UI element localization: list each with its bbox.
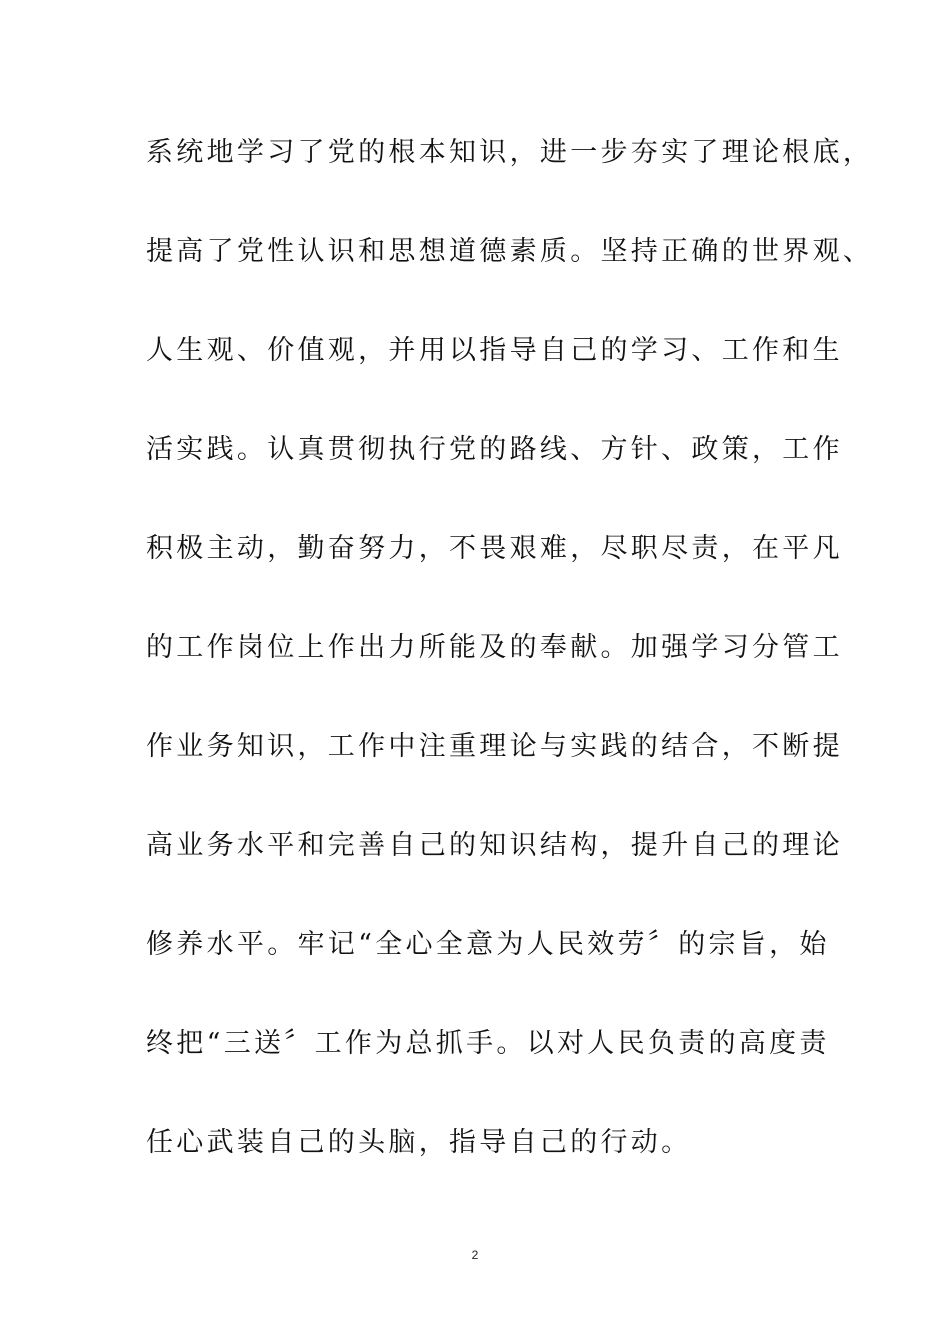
text-line: 提高了党性认识和思想道德素质。坚持正确的世界观、 xyxy=(146,236,874,267)
page-number: 2 xyxy=(471,1248,479,1262)
text-line: 作业务知识，工作中注重理论与实践的结合，不断提 xyxy=(146,731,843,762)
text-line: 高业务水平和完善自己的知识结构，提升自己的理论 xyxy=(146,830,843,861)
text-line: 人生观、价值观，并用以指导自己的学习、工作和生 xyxy=(146,335,843,366)
text-line: 的工作岗位上作出力所能及的奉献。加强学习分管工 xyxy=(146,632,843,663)
body-text xyxy=(146,128,874,1217)
text-line: 积极主动，勤奋努力，不畏艰难，尽职尽责，在平凡 xyxy=(146,533,843,564)
text-line: 活实践。认真贯彻执行党的路线、方针、政策，工作 xyxy=(146,434,843,465)
text-line: 修养水平。牢记“全心全意为人民效劳〞的宗旨，始 xyxy=(146,929,830,960)
text-line: 终把“三送〞工作为总抓手。以对人民负责的高度责 xyxy=(146,1028,830,1059)
text-line: 任心武装自己的头脑，指导自己的行动。 xyxy=(146,1127,692,1158)
text-line: 系统地学习了党的根本知识，进一步夯实了理论根底， xyxy=(146,137,874,168)
